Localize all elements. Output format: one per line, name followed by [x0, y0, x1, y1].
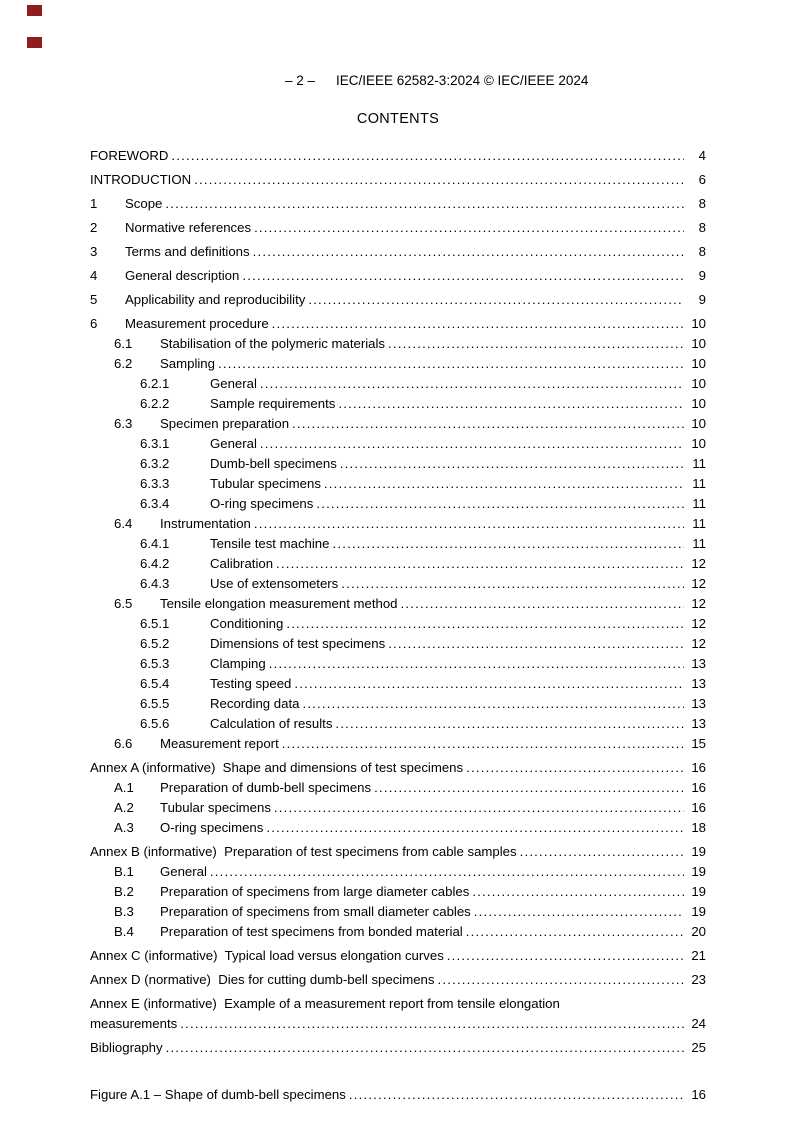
toc-entry-page: 16 [691, 1087, 706, 1102]
toc-dot-leader [388, 334, 684, 354]
toc-entry-page: 10 [691, 396, 706, 411]
toc-dot-leader [374, 778, 684, 798]
toc-entry-page: 10 [691, 316, 706, 331]
toc-entry-page: 10 [691, 436, 706, 451]
toc-dot-leader [180, 1014, 684, 1034]
toc-entry-page: 16 [691, 780, 706, 795]
toc-entry-page: 13 [691, 716, 706, 731]
toc-entry-number: 6.1 [114, 336, 133, 351]
toc-entry-label: Clamping [210, 656, 266, 671]
toc-entry [90, 922, 706, 942]
toc-entry-number: B.3 [114, 904, 134, 919]
toc-entry [90, 290, 706, 310]
toc-entry [90, 394, 706, 414]
toc-dot-leader [401, 594, 684, 614]
toc-entry-label: Sample requirements [210, 396, 336, 411]
toc-dot-leader [269, 654, 684, 674]
toc-dot-leader [388, 634, 684, 654]
toc-entry-page: 12 [691, 636, 706, 651]
toc-dot-leader [272, 314, 684, 334]
toc-entry-page: 11 [692, 516, 706, 531]
toc-dot-leader [274, 798, 684, 818]
toc-dot-leader [520, 842, 684, 862]
toc-entry [90, 818, 706, 838]
toc-entry-number: 6.5.1 [140, 616, 170, 631]
toc-entry-page: 19 [691, 864, 706, 879]
toc-entry-label: O-ring specimens [210, 496, 314, 511]
toc-dot-leader [472, 882, 684, 902]
toc-dot-leader [194, 170, 684, 190]
toc-dot-leader [210, 862, 684, 882]
toc-entry-number: 1 [90, 196, 98, 211]
toc-entry-label: Terms and definitions [125, 244, 250, 259]
toc-entry-number: B.2 [114, 884, 134, 899]
toc-entry [90, 994, 706, 1014]
toc-entry-label: Conditioning [210, 616, 284, 631]
toc-entry-label: General description [125, 268, 240, 283]
toc-dot-leader [466, 758, 684, 778]
toc-entry [90, 614, 706, 634]
toc-entry-label: Annex A (informative) Shape and dimensions of test specimens [90, 760, 464, 775]
toc-entry-page: 11 [692, 456, 706, 471]
toc-entry-label: Bibliography [90, 1040, 163, 1055]
toc-entry-number: B.4 [114, 924, 134, 939]
toc-entry-page: 10 [691, 356, 706, 371]
toc-dot-leader [349, 1085, 684, 1105]
toc-dot-leader [260, 434, 684, 454]
toc-entry-number: 4 [90, 268, 98, 283]
toc-entry-page: 19 [691, 844, 706, 859]
toc-dot-leader [340, 454, 684, 474]
toc-entry [90, 266, 706, 286]
toc-entry-label: Stabilisation of the polymeric materials [160, 336, 386, 351]
toc-entry [90, 1038, 706, 1058]
toc-entry-number: A.2 [114, 800, 134, 815]
toc-entry-page: 10 [691, 416, 706, 431]
toc-entry-number: 6 [90, 316, 98, 331]
toc-entry-number: 6.4.2 [140, 556, 170, 571]
toc-entry-label: Testing speed [210, 676, 292, 691]
toc-entry [90, 778, 706, 798]
toc-entry-label: Calculation of results [210, 716, 333, 731]
toc-entry-page: 13 [691, 656, 706, 671]
toc-dot-leader [341, 574, 684, 594]
toc-entry [90, 694, 706, 714]
document-reference: IEC/IEEE 62582-3:2024 © IEC/IEEE 2024 [336, 73, 589, 88]
toc-entry-number: 6.5.4 [140, 676, 170, 691]
toc-entry-page: 12 [691, 556, 706, 571]
toc-entry-label: Dimensions of test specimens [210, 636, 386, 651]
toc-dot-leader [474, 902, 684, 922]
toc-entry [90, 434, 706, 454]
toc-dot-leader [338, 394, 684, 414]
toc-entry-page: 9 [698, 268, 706, 283]
toc-dot-leader [324, 474, 684, 494]
toc-entry-number: 6.4 [114, 516, 133, 531]
toc-entry-number: 6.3 [114, 416, 133, 431]
toc-entry [90, 334, 706, 354]
toc-entry [90, 170, 706, 190]
toc-entry [90, 314, 706, 334]
toc-entry [90, 242, 706, 262]
toc-entry-label: Recording data [210, 696, 300, 711]
toc-dot-leader [260, 374, 684, 394]
toc-dot-leader [218, 354, 684, 374]
toc-entry-label: Scope [125, 196, 163, 211]
toc-entry-number: 6.5 [114, 596, 133, 611]
toc-dot-leader [286, 614, 684, 634]
toc-entry-number: 5 [90, 292, 98, 307]
toc-dot-leader [266, 818, 684, 838]
toc-entry-number: 6.2.1 [140, 376, 170, 391]
toc-entry-label: Annex E (informative) Example of a measurement report from tensile elongation [90, 996, 560, 1011]
toc-entry-label: General [160, 864, 207, 879]
toc-entry-label: Tubular specimens [160, 800, 271, 815]
toc-entry-label: Instrumentation [160, 516, 251, 531]
toc-entry-page: 12 [691, 576, 706, 591]
toc-dot-leader [253, 242, 684, 262]
toc-entry-number: 2 [90, 220, 98, 235]
toc-entry-page: 13 [691, 696, 706, 711]
toc-entry-page: 12 [691, 596, 706, 611]
toc-entry [90, 758, 706, 778]
toc-entry-label: Annex B (informative) Preparation of test specimens from cable samples [90, 844, 517, 859]
toc-entry [90, 654, 706, 674]
toc-entry [90, 634, 706, 654]
toc-entry-page: 8 [698, 244, 706, 259]
toc-entry-label: General [210, 376, 257, 391]
toc-entry-page: 21 [691, 948, 706, 963]
toc-entry-number: 6.3.4 [140, 496, 170, 511]
contents-title: CONTENTS [356, 111, 440, 127]
toc-entry-page: 4 [698, 148, 706, 163]
toc-entry-number: 6.5.5 [140, 696, 170, 711]
toc-entry-page: 11 [692, 496, 706, 511]
toc-entry-label: Normative references [125, 220, 252, 235]
toc-entry [90, 1014, 706, 1034]
toc-entry [90, 882, 706, 902]
toc-entry-label: measurements [90, 1016, 178, 1031]
toc-entry-page: 9 [698, 292, 706, 307]
toc-entry [90, 554, 706, 574]
toc-entry-number: 6.2 [114, 356, 133, 371]
toc-entry [90, 514, 706, 534]
toc-entry-page: 10 [691, 336, 706, 351]
toc-entry-label: Measurement report [160, 736, 279, 751]
toc-entry-page: 10 [691, 376, 706, 391]
toc-entry [90, 1085, 706, 1105]
toc-entry-page: 16 [691, 760, 706, 775]
toc-entry-number: 6.4.1 [140, 536, 170, 551]
toc-entry [90, 218, 706, 238]
toc-entry-page: 20 [691, 924, 706, 939]
toc-entry-page: 19 [691, 884, 706, 899]
toc-entry-number: 6.3.2 [140, 456, 170, 471]
toc-entry-number: 6.6 [114, 736, 133, 751]
toc-entry-label: Preparation of dumb-bell specimens [160, 780, 372, 795]
toc-dot-leader [242, 266, 684, 286]
toc-entry [90, 194, 706, 214]
toc-entry-number: B.1 [114, 864, 134, 879]
toc-dot-leader [294, 674, 684, 694]
toc-entry [90, 354, 706, 374]
toc-entry-page: 18 [691, 820, 706, 835]
toc-entry-label: Calibration [210, 556, 274, 571]
toc-entry [90, 862, 706, 882]
toc-dot-leader [282, 734, 684, 754]
toc-entry-page: 24 [691, 1016, 706, 1031]
toc-entry-label: Preparation of test specimens from bonded material [160, 924, 463, 939]
toc-dot-leader [292, 414, 684, 434]
toc-dot-leader [335, 714, 684, 734]
toc-entry-page: 13 [691, 676, 706, 691]
toc-dot-leader [316, 494, 684, 514]
toc-entry [90, 374, 706, 394]
toc-entry-label: INTRODUCTION [90, 172, 192, 187]
toc-dot-leader [302, 694, 684, 714]
toc-entry-page: 6 [698, 172, 706, 187]
toc-entry-label: Use of extensometers [210, 576, 339, 591]
toc-entry-page: 8 [698, 220, 706, 235]
toc-entry-label: Annex C (informative) Typical load versus elongation curves [90, 948, 444, 963]
toc-entry-label: Annex D (normative) Dies for cutting dumb-bell specimens [90, 972, 435, 987]
red-marker-bottom [27, 37, 42, 48]
toc-entry-page: 12 [691, 616, 706, 631]
toc-entry-number: 6.2.2 [140, 396, 170, 411]
toc-entry-label: FOREWORD [90, 148, 169, 163]
page-number-marker: – 2 – [285, 73, 316, 88]
toc-dot-leader [332, 534, 684, 554]
toc-dot-leader [276, 554, 684, 574]
toc-entry-label: Specimen preparation [160, 416, 290, 431]
toc-entry [90, 798, 706, 818]
toc-entry-page: 25 [691, 1040, 706, 1055]
toc-entry-label: Tubular specimens [210, 476, 321, 491]
red-marker-top [27, 5, 42, 16]
toc-entry-label: Tensile test machine [210, 536, 330, 551]
toc-entry-label: Tensile elongation measurement method [160, 596, 398, 611]
toc-entry-number: A.1 [114, 780, 134, 795]
toc-entry [90, 674, 706, 694]
toc-entry-number: 6.5.3 [140, 656, 170, 671]
toc-dot-leader [466, 922, 684, 942]
toc-entry-label: Applicability and reproducibility [125, 292, 306, 307]
toc-entry [90, 454, 706, 474]
toc-dot-leader [447, 946, 684, 966]
toc-entry-label: Preparation of specimens from small diameter cables [160, 904, 471, 919]
toc-entry [90, 970, 706, 990]
toc-entry [90, 946, 706, 966]
toc-list [90, 146, 706, 1105]
toc-entry [90, 714, 706, 734]
toc-entry [90, 414, 706, 434]
toc-entry-label: Measurement procedure [125, 316, 269, 331]
toc-entry-label: Sampling [160, 356, 215, 371]
toc-entry [90, 842, 706, 862]
toc-entry-number: 6.5.6 [140, 716, 170, 731]
toc-dot-leader [254, 514, 684, 534]
toc-entry-number: 6.3.1 [140, 436, 170, 451]
toc-entry-page: 11 [692, 536, 706, 551]
toc-entry-page: 8 [698, 196, 706, 211]
toc-entry-label: Figure A.1 – Shape of dumb-bell specimens [90, 1087, 346, 1102]
toc-entry-label: General [210, 436, 257, 451]
toc-entry [90, 574, 706, 594]
toc-entry [90, 146, 706, 166]
toc-entry-number: 3 [90, 244, 98, 259]
toc-entry-number: 6.4.3 [140, 576, 170, 591]
toc-entry [90, 474, 706, 494]
toc-dot-leader [171, 146, 684, 166]
toc-entry [90, 594, 706, 614]
toc-entry-page: 23 [691, 972, 706, 987]
toc-dot-leader [308, 290, 684, 310]
toc-entry [90, 734, 706, 754]
toc-dot-leader [165, 194, 684, 214]
toc-entry-number: 6.5.2 [140, 636, 170, 651]
toc-entry [90, 534, 706, 554]
toc-dot-leader [166, 1038, 684, 1058]
toc-entry-label: O-ring specimens [160, 820, 264, 835]
toc-entry-page: 15 [691, 736, 706, 751]
toc-entry-page: 19 [691, 904, 706, 919]
toc-entry-label: Dumb-bell specimens [210, 456, 337, 471]
toc-entry-number: A.3 [114, 820, 134, 835]
toc-entry [90, 494, 706, 514]
toc-dot-leader [254, 218, 684, 238]
toc-entry-number: 6.3.3 [140, 476, 170, 491]
toc-entry-label: Preparation of specimens from large diameter cables [160, 884, 470, 899]
toc-entry-page: 11 [692, 476, 706, 491]
toc-entry [90, 902, 706, 922]
toc-dot-leader [437, 970, 684, 990]
toc-entry-page: 16 [691, 800, 706, 815]
